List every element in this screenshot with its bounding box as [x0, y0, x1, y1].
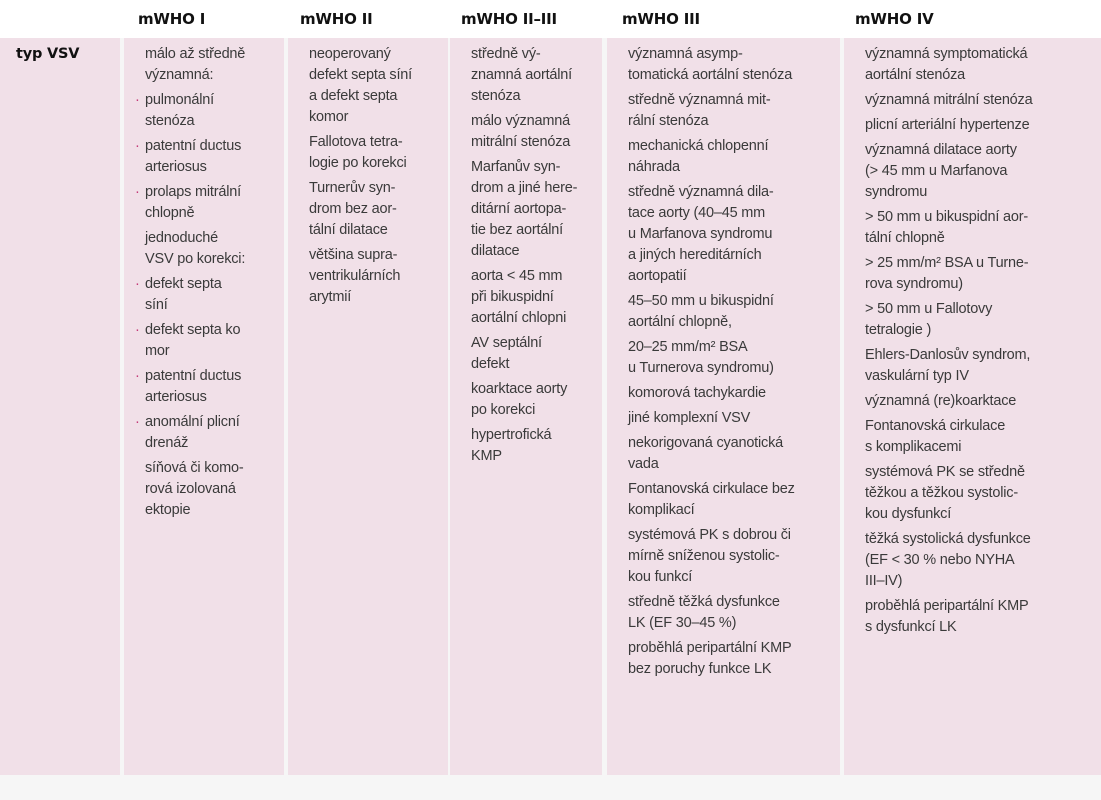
- cell-text-line: chlopně: [145, 205, 195, 221]
- cell-text-line: málo významná: [471, 113, 570, 129]
- header-mwho-ii: mWHO II: [300, 10, 373, 28]
- list-item: [135, 44, 276, 86]
- list-item: [461, 425, 594, 467]
- cell-text-line: kou funkcí: [628, 569, 693, 585]
- cell-text-line: a defekt septa: [309, 88, 398, 104]
- cell-text-line: významná asymp-: [628, 46, 743, 62]
- cell-mwho-iii: [607, 38, 840, 775]
- cell-text-line: aortální chlopně,: [628, 314, 732, 330]
- cell-text-line: proběhlá peripartální KMP: [628, 640, 792, 656]
- list-item: [855, 253, 1093, 295]
- list-item: [855, 462, 1093, 525]
- cell-text-line: (EF < 30 % nebo NYHA: [865, 552, 1015, 568]
- cell-text-line: arteriosus: [145, 159, 207, 175]
- cell-text-line: defekt septa ko ·: [135, 320, 276, 341]
- list-item: [618, 592, 832, 634]
- cell-text-line: Ehlers-Danlosův syndrom,: [865, 347, 1031, 363]
- cell-text-line: Fallotova tetra-: [309, 134, 403, 150]
- cell-text-line: AV septální: [471, 335, 542, 351]
- cell-text-line: anomální plicní ·: [135, 412, 276, 433]
- list-item-bullet: [135, 90, 276, 132]
- cell-text-line: a jiných hereditárních: [628, 247, 762, 263]
- cell-text-line: jiné komplexní VSV: [628, 410, 751, 426]
- list-item: [135, 458, 276, 521]
- cell-text-line: rální stenóza: [628, 113, 709, 129]
- header-mwho-iv: mWHO IV: [855, 10, 934, 28]
- cell-text-line: bez poruchy funkce LK: [628, 661, 772, 677]
- cell-text-line: drom a jiné here-: [471, 180, 578, 196]
- cell-text-line: po korekci: [471, 402, 536, 418]
- bullet-dot-icon: ·: [135, 368, 140, 384]
- cell-text-line: aorta < 45 mm: [471, 268, 563, 284]
- cell-text-line: neoperovaný: [309, 46, 391, 62]
- list-item: [299, 132, 440, 174]
- cell-text-line: mor: [145, 343, 170, 359]
- cell-text-line: aortální stenóza: [865, 67, 965, 83]
- header-mwho-ii-iii: mWHO II–III: [461, 10, 557, 28]
- cell-mwho-ii-iii: [450, 38, 602, 775]
- list-item: [461, 266, 594, 329]
- list-item-bullet: [135, 182, 276, 224]
- cell-text-line: Marfanův syn-: [471, 159, 561, 175]
- cell-text-line: syndromu: [865, 184, 928, 200]
- cell-text-line: vada: [628, 456, 659, 472]
- list-item: [618, 182, 832, 287]
- cell-text-line: > 50 mm u Fallotovy: [865, 301, 993, 317]
- list-item: [461, 379, 594, 421]
- list-item: [618, 90, 832, 132]
- cell-text-line: významná dilatace aorty: [865, 142, 1017, 158]
- list-item: [618, 136, 832, 178]
- cell-text-line: tace aorty (40–45 mm: [628, 205, 766, 221]
- cell-text-line: středně těžká dysfunkce: [628, 594, 780, 610]
- cell-text-line: málo až středně: [145, 46, 246, 62]
- cell-text-line: defekt septa ·: [135, 274, 276, 295]
- cell-text-line: prolaps mitrální ·: [135, 182, 276, 203]
- bullet-dot-icon: ·: [135, 414, 140, 430]
- list-item-bullet: [135, 274, 276, 316]
- table-footer-space: [0, 775, 1101, 800]
- cell-text-line: plicní arteriální hypertenze: [865, 117, 1030, 133]
- cell-text-line: s dysfunkcí LK: [865, 619, 957, 635]
- cell-text-line: stenóza: [145, 113, 195, 129]
- cell-text-line: středně významná dila-: [628, 184, 774, 200]
- cell-text-line: síní: [145, 297, 168, 313]
- cell-text-line: (> 45 mm u Marfanova: [865, 163, 1008, 179]
- cell-text-line: proběhlá peripartální KMP: [865, 598, 1029, 614]
- list-item: [461, 333, 594, 375]
- cell-text-line: těžkou a těžkou systolic-: [865, 485, 1018, 501]
- list-item: [855, 140, 1093, 203]
- list-item: [461, 111, 594, 153]
- cell-text-line: mechanická chlopenní: [628, 138, 769, 154]
- list-item: [299, 178, 440, 241]
- cell-text-line: významná (re)koarktace: [865, 393, 1017, 409]
- list-item: [855, 299, 1093, 341]
- cell-text-line: rová izolovaná: [145, 481, 236, 497]
- cell-text-line: stenóza: [471, 88, 521, 104]
- cell-text-line: rova syndromu): [865, 276, 963, 292]
- cell-text-line: III–IV): [865, 573, 903, 589]
- bullet-dot-icon: ·: [135, 184, 140, 200]
- cell-text-line: významná symptomatická: [865, 46, 1028, 62]
- cell-text-line: logie po korekci: [309, 155, 407, 171]
- cell-text-line: těžká systolická dysfunkce: [865, 531, 1031, 547]
- list-item: [855, 529, 1093, 592]
- cell-text-line: LK (EF 30–45 %): [628, 615, 737, 631]
- bullet-dot-icon: ·: [135, 92, 140, 108]
- cell-text-line: komorová tachykardie: [628, 385, 766, 401]
- cell-text-line: 45–50 mm u bikuspidní: [628, 293, 774, 309]
- cell-text-line: významná:: [145, 67, 214, 83]
- list-item: [461, 157, 594, 262]
- cell-text-line: VSV po korekci:: [145, 251, 246, 267]
- cell-text-line: arteriosus: [145, 389, 207, 405]
- cell-text-line: středně významná mit-: [628, 92, 771, 108]
- cell-text-line: 20–25 mm/m² BSA: [628, 339, 748, 355]
- cell-mwho-ii: [288, 38, 448, 775]
- cell-text-line: hypertrofická: [471, 427, 552, 443]
- cell-text-line: Fontanovská cirkulace bez: [628, 481, 795, 497]
- list-item: [618, 291, 832, 333]
- list-item: [618, 479, 832, 521]
- cell-text-line: tomatická aortální stenóza: [628, 67, 793, 83]
- cell-text-line: defekt: [471, 356, 510, 372]
- list-item: [618, 433, 832, 475]
- cell-text-line: > 25 mm/m² BSA u Turne-: [865, 255, 1029, 271]
- cell-text-line: tie bez aortální: [471, 222, 563, 238]
- cell-text-line: významná mitrální stenóza: [865, 92, 1033, 108]
- cell-text-line: systémová PK se středně: [865, 464, 1025, 480]
- cell-text-line: tetralogie ): [865, 322, 932, 338]
- list-item: [135, 228, 276, 270]
- list-item: [855, 44, 1093, 86]
- cell-text-line: aortální chlopni: [471, 310, 567, 326]
- cell-text-line: síňová či komo-: [145, 460, 244, 476]
- cell-text-line: tální chlopně: [865, 230, 945, 246]
- cell-text-line: patentní ductus ·: [135, 136, 276, 157]
- cell-text-line: Fontanovská cirkulace: [865, 418, 1006, 434]
- list-item: [618, 44, 832, 86]
- cell-text-line: tální dilatace: [309, 222, 388, 238]
- bullet-dot-icon: ·: [135, 138, 140, 154]
- bullet-dot-icon: ·: [135, 322, 140, 338]
- list-item: [461, 44, 594, 107]
- list-item-bullet: [135, 412, 276, 454]
- cell-text-line: ektopie: [145, 502, 191, 518]
- list-item-bullet: [135, 366, 276, 408]
- cell-text-line: středně vý-: [471, 46, 541, 62]
- cell-text-line: KMP: [471, 448, 502, 464]
- row-label: typ VSV: [16, 46, 80, 62]
- cell-text-line: arytmií: [309, 289, 352, 305]
- cell-text-line: kou dysfunkcí: [865, 506, 952, 522]
- cell-text-line: komor: [309, 109, 349, 125]
- cell-text-line: systémová PK s dobrou či: [628, 527, 791, 543]
- header-mwho-i: mWHO I: [138, 10, 206, 28]
- cell-text-line: náhrada: [628, 159, 680, 175]
- cell-text-line: Turnerův syn-: [309, 180, 396, 196]
- cell-text-line: nekorigovaná cyanotická: [628, 435, 783, 451]
- list-item: [618, 525, 832, 588]
- cell-text-line: aortopatií: [628, 268, 687, 284]
- list-item-bullet: [135, 136, 276, 178]
- list-item: [299, 245, 440, 308]
- cell-text-line: pulmonální ·: [135, 90, 276, 111]
- cell-text-line: při bikuspidní: [471, 289, 554, 305]
- cell-text-line: > 50 mm u bikuspidní aor-: [865, 209, 1029, 225]
- cell-text-line: ditární aortopa-: [471, 201, 567, 217]
- table-header-row: [0, 0, 1101, 38]
- bullet-dot-icon: ·: [135, 276, 140, 292]
- row-label-cell: [0, 38, 120, 775]
- cell-mwho-iv: [844, 38, 1101, 775]
- cell-text-line: mitrální stenóza: [471, 134, 571, 150]
- cell-text-line: u Marfanova syndromu: [628, 226, 773, 242]
- list-item: [618, 383, 832, 404]
- list-item: [855, 416, 1093, 458]
- cell-text-line: vaskulární typ IV: [865, 368, 969, 384]
- cell-text-line: ventrikulárních: [309, 268, 401, 284]
- cell-text-line: většina supra-: [309, 247, 398, 263]
- list-item: [618, 638, 832, 680]
- cell-text-line: patentní ductus ·: [135, 366, 276, 387]
- list-item-bullet: [135, 320, 276, 362]
- list-item: [855, 596, 1093, 638]
- list-item: [855, 207, 1093, 249]
- header-mwho-iii: mWHO III: [622, 10, 700, 28]
- list-item: [618, 408, 832, 429]
- cell-text-line: komplikací: [628, 502, 695, 518]
- cell-mwho-i: [124, 38, 284, 775]
- cell-text-line: mírně sníženou systolic-: [628, 548, 780, 564]
- cell-text-line: s komplikacemi: [865, 439, 962, 455]
- list-item: [855, 90, 1093, 111]
- cell-text-line: znamná aortální: [471, 67, 572, 83]
- cell-text-line: koarktace aorty: [471, 381, 568, 397]
- list-item: [855, 345, 1093, 387]
- cell-text-line: defekt septa síní: [309, 67, 412, 83]
- cell-text-line: u Turnerova syndromu): [628, 360, 774, 376]
- list-item: [855, 391, 1093, 412]
- cell-text-line: drom bez aor-: [309, 201, 397, 217]
- cell-text-line: jednoduché: [145, 230, 218, 246]
- list-item: [299, 44, 440, 128]
- cell-text-line: drenáž: [145, 435, 189, 451]
- cell-text-line: dilatace: [471, 243, 520, 259]
- list-item: [855, 115, 1093, 136]
- list-item: [618, 337, 832, 379]
